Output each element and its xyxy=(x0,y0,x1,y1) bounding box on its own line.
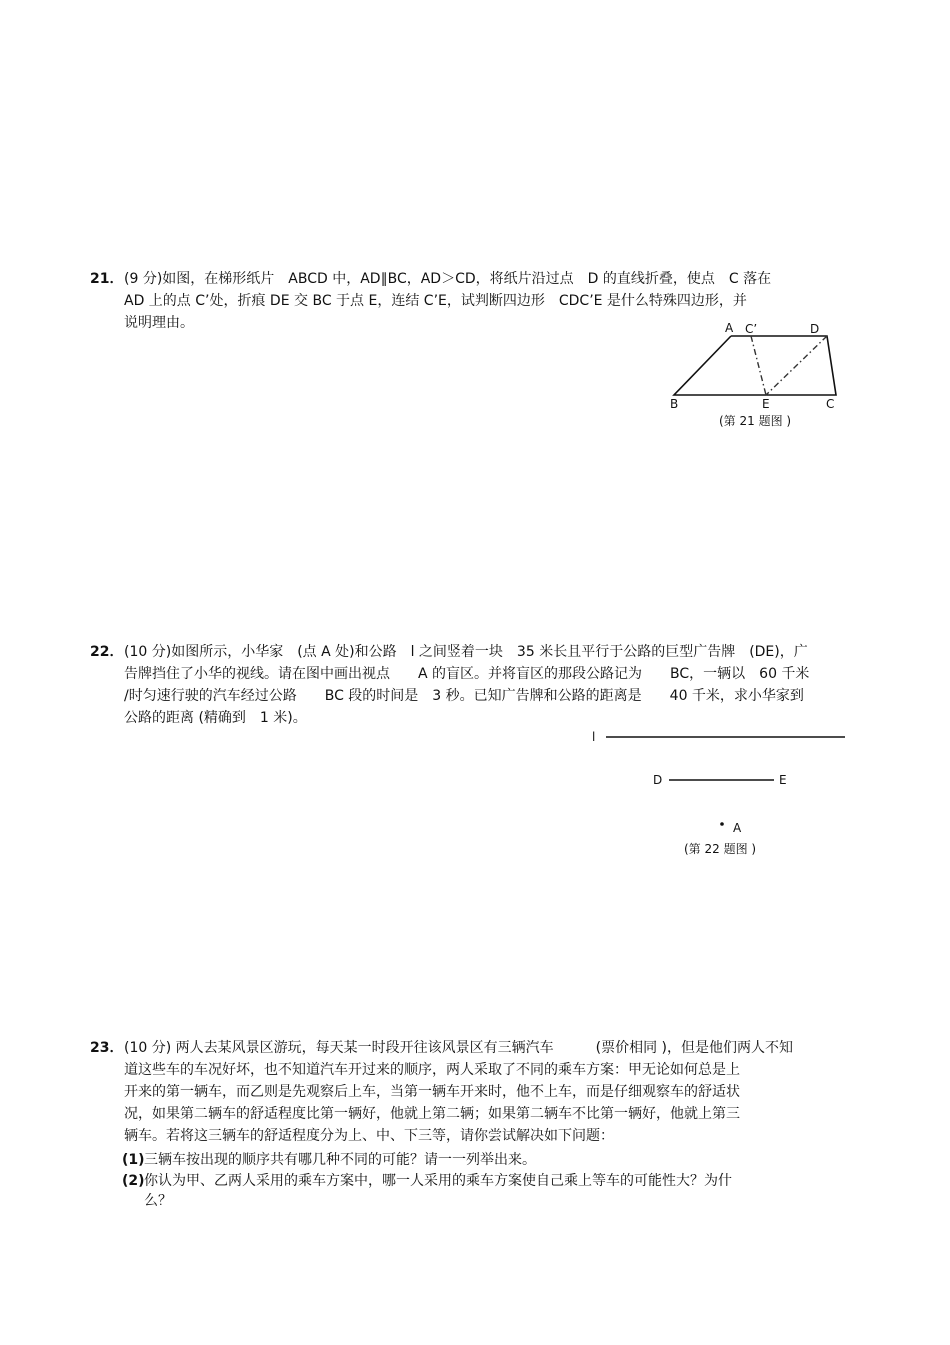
q21-label-c-prime: C’ xyxy=(745,322,758,336)
q23-line-5: 辆车。若将这三辆车的舒适程度分为上、中、下三等，请你尝试解决如下问题： xyxy=(124,1128,614,1144)
q22-label-d: D xyxy=(653,773,663,787)
q21-line-3: 说明理由。 xyxy=(124,315,194,331)
q23-sub2-tag: (2) xyxy=(122,1173,145,1189)
q23-line-2: 道这些车的车况好坏，也不知道汽车开过来的顺序，两人采取了不同的乘车方案：甲无论如何总是上 xyxy=(124,1062,740,1078)
q23-sub2-text: 你认为甲、乙两人采用的乘车方案中，哪一人采用的乘车方案使自己乘上等车的可能性大？为什 xyxy=(144,1173,732,1189)
q23-sub2-text-cont: 么？ xyxy=(144,1193,172,1209)
q23-number: 23． xyxy=(90,1040,124,1056)
q21-label-d: D xyxy=(810,322,820,336)
q21-line-2: AD 上的点 C’处，折痕 DE 交 BC 于点 E，连结 C’E，试判断四边形 CDC’E 是什么特殊四边形，并 xyxy=(124,293,747,309)
q22-line-1: (10 分)如图所示，小华家 (点 A 处)和公路 l 之间竖着一块 35 米长且平行于公路的巨型广告牌 (DE)，广 xyxy=(124,644,808,660)
point-a-dot xyxy=(720,822,724,826)
q22-figure-caption: (第 22 题图 ) xyxy=(684,842,757,856)
q23-sub1-text: 三辆车按出现的顺序共有哪几种不同的可能？请一一列举出来。 xyxy=(144,1152,536,1168)
q22-line-3: /时匀速行驶的汽车经过公路 BC 段的时间是 3 秒。已知广告牌和公路的距离是 40 千米，求小华家到 xyxy=(124,688,804,704)
q23-line-4: 况，如果第二辆车的舒适程度比第一辆好，他就上第二辆；如果第二辆车不比第一辆好，他就上第三 xyxy=(124,1106,740,1122)
q21-label-b: B xyxy=(670,397,679,411)
q22-label-e: E xyxy=(779,773,787,787)
q22-line-2: 告牌挡住了小华的视线。请在图中画出视点 A 的盲区。并将盲区的那段公路记为 BC，一辆以 60 千米 xyxy=(124,666,810,682)
q21-label-e: E xyxy=(762,397,770,411)
q23-sub1-tag: (1) xyxy=(122,1152,145,1168)
q23-line-3: 开来的第一辆车，而乙则是先观察后上车，当第一辆车开来时，他不上车，而是仔细观察车的舒适状 xyxy=(124,1084,740,1100)
q22-label-l: l xyxy=(592,730,596,744)
q21-label-c: C xyxy=(826,397,835,411)
q22-label-a: A xyxy=(733,821,742,835)
q21-number: 21． xyxy=(90,271,124,287)
q21-line-1: (9 分)如图，在梯形纸片 ABCD 中，AD∥BC，AD＞CD，将纸片沿过点 D 的直线折叠，使点 C 落在 xyxy=(124,271,772,287)
q22-line-4: 公路的距离 (精确到 1 米)。 xyxy=(124,710,307,726)
q22-number: 22． xyxy=(90,644,124,660)
q21-figure-caption: (第 21 题图 ) xyxy=(719,414,792,428)
q21-label-a: A xyxy=(725,321,734,335)
q23-line-1: (10 分) 两人去某风景区游玩，每天某一时段开往该风景区有三辆汽车 (票价相同 )，但是他们两人不知 xyxy=(124,1040,794,1056)
